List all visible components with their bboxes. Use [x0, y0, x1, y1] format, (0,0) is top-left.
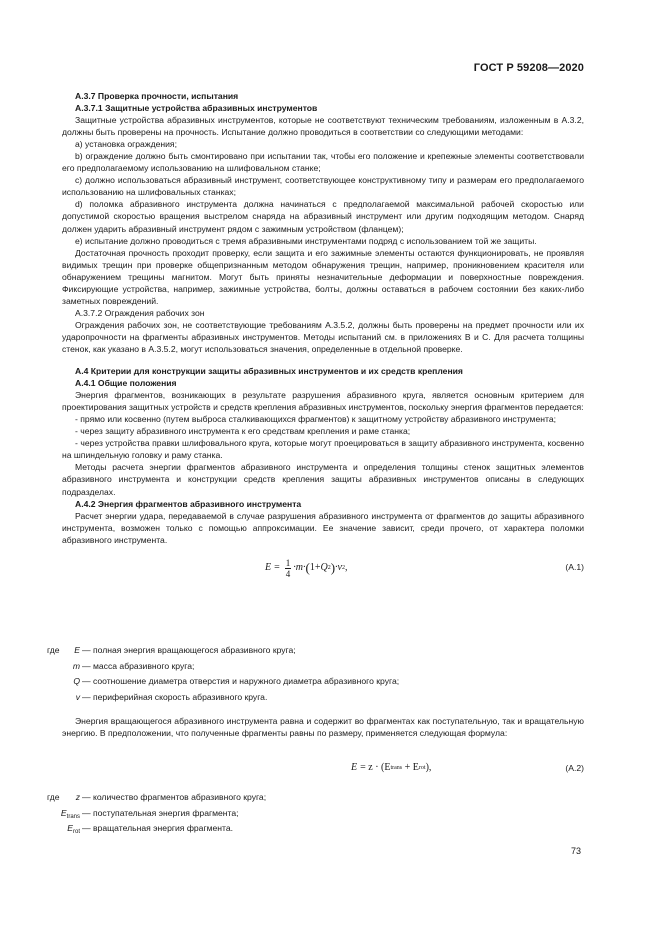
paragraph: Методы расчета энергии фрагментов абразивного инструмента и определения толщины стенок защитных элементов абразивного инструмента и конструкции средств крепления защиты абразивных инструментов описаны в следующих подразделах.: [62, 462, 584, 497]
page-number: 73: [570, 846, 581, 856]
paragraph: Расчет энергии удара, передаваемой в случае разрушения абразивного инструмента от фрагментов до защиты абразивного инструмента, возможен только с помощью аппроксимации. Ее значение зависит, среди прочего, от характера поломки абразивного инструмента.: [62, 510, 584, 545]
legend-definition: — соотношение диаметра отверстия и наружного диаметра абразивного круга;: [82, 676, 400, 686]
legend-symbol: z: [75, 792, 80, 802]
subsection-heading: А.3.7.2 Ограждения рабочих зон: [75, 307, 205, 318]
legend-where-word: где: [47, 645, 60, 655]
subsection-heading: А.3.7.1 Защитные устройства абразивных инструментов: [75, 103, 318, 114]
legend-row: [47, 823, 587, 839]
list-item: b) ограждение должно быть смонтировано при испытании так, чтобы его положение и крепежные элементы соответствовали его предполагаемому использованию на шлифовальном станке;: [62, 151, 584, 174]
legend-symbol: $E_{trans}$: [60, 807, 80, 820]
list-item: - через защиту абразивного инструмента к его средствам крепления и раме станка;: [75, 426, 411, 437]
legend-symbol: v: [75, 691, 80, 702]
formula-a1-legend: [47, 645, 587, 707]
section-heading: А.4 Критерии для конструкции защиты абразивных инструментов и их средств крепления: [75, 366, 463, 377]
standard-header: ГОСТ Р 59208—2020: [473, 62, 584, 74]
legend-row: [47, 645, 587, 661]
fraction: $\frac{1}{4}$: [285, 557, 291, 579]
legend-definition: — масса абразивного круга;: [82, 660, 195, 671]
list-item: - прямо или косвенно (путем выброса сталкивающихся фрагментов) к защитному устройству абразивного инструмента;: [75, 414, 556, 425]
legend-symbol: Q: [73, 676, 80, 686]
legend-symbol: m: [72, 660, 80, 671]
formula-number: (А.1): [565, 561, 584, 572]
legend-definition: — периферийная скорость абразивного круга.: [82, 691, 268, 702]
formula-a2-expression: E = z · (E trans + E rot ),: [351, 762, 432, 773]
legend-row: [47, 676, 587, 692]
legend-definition: — полная энергия вращающегося абразивного круга;: [82, 645, 296, 655]
legend-symbol: $E_{rot}$: [67, 823, 80, 835]
list-item: - через устройства правки шлифовального круга, которые могут проецироваться в защиту абразивного инструмента, косвенно на шпиндельную головку и раму станка.: [62, 438, 584, 461]
list-item: c) должно использоваться абразивный инструмент, соответствующее конструктивному типу и размерам его предполагаемого использованию на шлифовальных станках;: [62, 175, 584, 198]
formula-a1: [62, 552, 584, 588]
formula-a2-legend: [47, 792, 587, 839]
legend-row: [47, 808, 587, 824]
list-item: a) установка ограждения;: [75, 139, 177, 150]
legend-definition: — количество фрагментов абразивного круга;: [82, 792, 267, 802]
paragraph: Ограждения рабочих зон, не соответствующие требованиям А.3.5.2, должны быть проверены на предмет прочности или их ударопрочности на фрагменты абразивных инструментов. Методы испытаний см. в приложениях В и С. Для расчета толщины стенок, как указано в А.3.5.2, могут использоваться значения, определенные в отдельной проверке.: [62, 319, 584, 354]
paragraph: Защитные устройства абразивных инструментов, которые не соответствуют техническим требованиям, изложенным в А.3.2, должны быть проверены на прочность. Испытание должно проводиться в соответствии со следующими методами:: [62, 115, 584, 138]
legend-row: [47, 661, 587, 677]
list-item: e) испытание должно проводиться с тремя абразивными инструментами подряд с использованием той же защиты.: [75, 235, 537, 246]
subsection-heading: А.4.1 Общие положения: [75, 378, 177, 389]
section-heading: А.3.7 Проверка прочности, испытания: [75, 91, 239, 101]
legend-where-word: где: [47, 792, 60, 802]
legend-row: [47, 692, 587, 708]
paragraph: Достаточная прочность проходит проверку, если защита и его зажимные элементы остаются функционировать, не проявляя видимых трещин при проверке общепризнанным методом обнаружения трещин, например, проникновением красителя или обнаружением трещины магнитом. Могут быть приняты незначительные деформации и поверхностные повреждения. Фиксирующие устройства, например, зажимные устройства, болты, должны оставаться в рабочем состоянии без каких-либо заметных повреждений.: [62, 247, 584, 306]
formula-a1-expression: E = $\frac{1}{4}$ ·m· ( 1+ Q 2 ) ·v 2 ,: [265, 557, 348, 579]
formula-a2: [62, 760, 584, 782]
document-body: [62, 90, 584, 592]
legend-definition: — вращательная энергия фрагмента.: [82, 823, 234, 833]
subsection-heading: А.4.2 Энергия фрагментов абразивного инструмента: [75, 498, 302, 509]
legend-definition: — поступательная энергия фрагмента;: [82, 807, 239, 818]
formula-number: (А.2): [565, 763, 584, 773]
paragraph: Энергия вращающегося абразивного инструмента равна и содержит во фрагментах как поступательную, так и вращательную энергию. В предположении, что полученные фрагменты равны по размеру, применяется следующая формула:: [62, 716, 584, 739]
legend-row: [47, 792, 587, 808]
paragraph: Энергия фрагментов, возникающих в результате разрушения абразивного круга, является основным критерием для проектирования защитных устройств и средств крепления абразивных инструментов, поскольку энергия фрагментов передается:: [62, 390, 584, 413]
list-item: d) поломка абразивного инструмента должна начинаться с предполагаемой максимальной рабочей скоростью или допустимой скоростью вращения выстрелом снаряда на абразивный инструмент или другим подходящим методом. Снаряд должен ударить абразивный инструмент рядом с зажимным устройством (фланцем);: [62, 199, 584, 234]
legend-symbol: E: [74, 645, 80, 655]
